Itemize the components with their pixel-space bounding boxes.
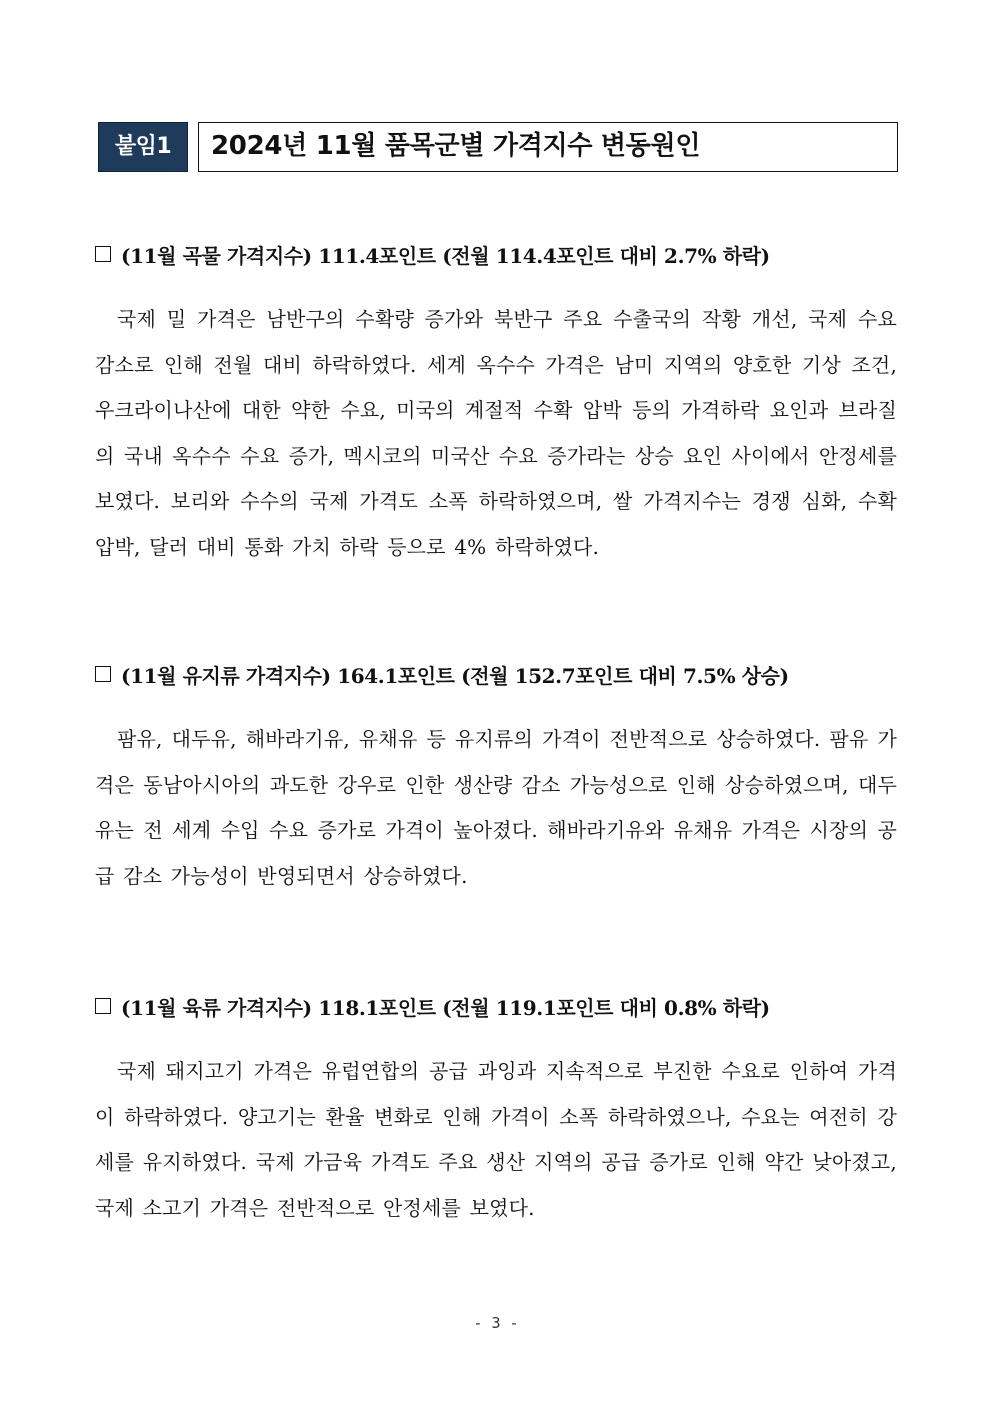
section-body: 국제 돼지고기 가격은 유럽연합의 공급 과잉과 지속적으로 부진한 수요로 인하여 가격이 하락하였다. 양고기는 환율 변화로 인해 가격이 소폭 하락하였으나, 수요는 여전히 강세를 유지하였다. 국제 가금육 가격도 주요 생산 지역의 공급 증가로 인해 약간 낮아졌고, 국제 소고기 가격은 전반적으로 안정세를 보였다. [95, 1059, 897, 1220]
checkbox-icon [95, 246, 111, 262]
attachment-badge: 붙임1 [98, 122, 188, 172]
section-body: 국제 밀 가격은 남반구의 수확량 증가와 북반구 주요 수출국의 작황 개선, 국제 수요 감소로 인해 전월 대비 하락하였다. 세계 옥수수 가격은 남미 지역의 양호한 기상 조건, 우크라이나산에 대한 약한 수요, 미국의 계절적 수확 압박 등의 가격하락 요인과 브라질의 국내 옥수수 수요 증가, 멕시코의 미국산 수요 증가라는 상승 요인 사이에서 안정세를 보였다. 보리와 수수의 국제 가격도 소폭 하락하였으며, 쌀 가격지수는 경쟁 심화, 수확 압박, 달러 대비 통화 가치 하락 등으로 4% 하락하였다. [95, 307, 897, 559]
checkbox-icon [95, 666, 111, 682]
page-title: 2024년 11월 품목군별 가격지수 변동원인 [198, 122, 898, 172]
section-oils [95, 659, 897, 899]
section-heading-text: (11월 곡물 가격지수) 111.4포인트 (전월 114.4포인트 대비 2.7% 하락) [121, 243, 770, 268]
section-heading-text: (11월 육류 가격지수) 118.1포인트 (전월 119.1포인트 대비 0.8% 하락) [121, 995, 770, 1020]
page-number: - 3 - [473, 1314, 519, 1332]
section-body: 팜유, 대두유, 해바라기유, 유채유 등 유지류의 가격이 전반적으로 상승하였다. 팜유 가격은 동남아시아의 과도한 강우로 인한 생산량 감소 가능성으로 인해 상승하였으며, 대두유는 전 세계 수입 수요 증가로 가격이 높아졌다. 해바라기유와 유채유 가격은 시장의 공급 감소 가능성이 반영되면서 상승하였다. [95, 727, 897, 888]
section-heading [95, 239, 897, 269]
section-heading [95, 659, 897, 689]
section-meat [95, 991, 897, 1231]
section-grain [95, 239, 897, 570]
section-heading-text: (11월 유지류 가격지수) 164.1포인트 (전월 152.7포인트 대비 7.5% 상승) [121, 663, 789, 688]
title-block [98, 122, 898, 172]
section-heading [95, 991, 897, 1021]
checkbox-icon [95, 998, 111, 1014]
